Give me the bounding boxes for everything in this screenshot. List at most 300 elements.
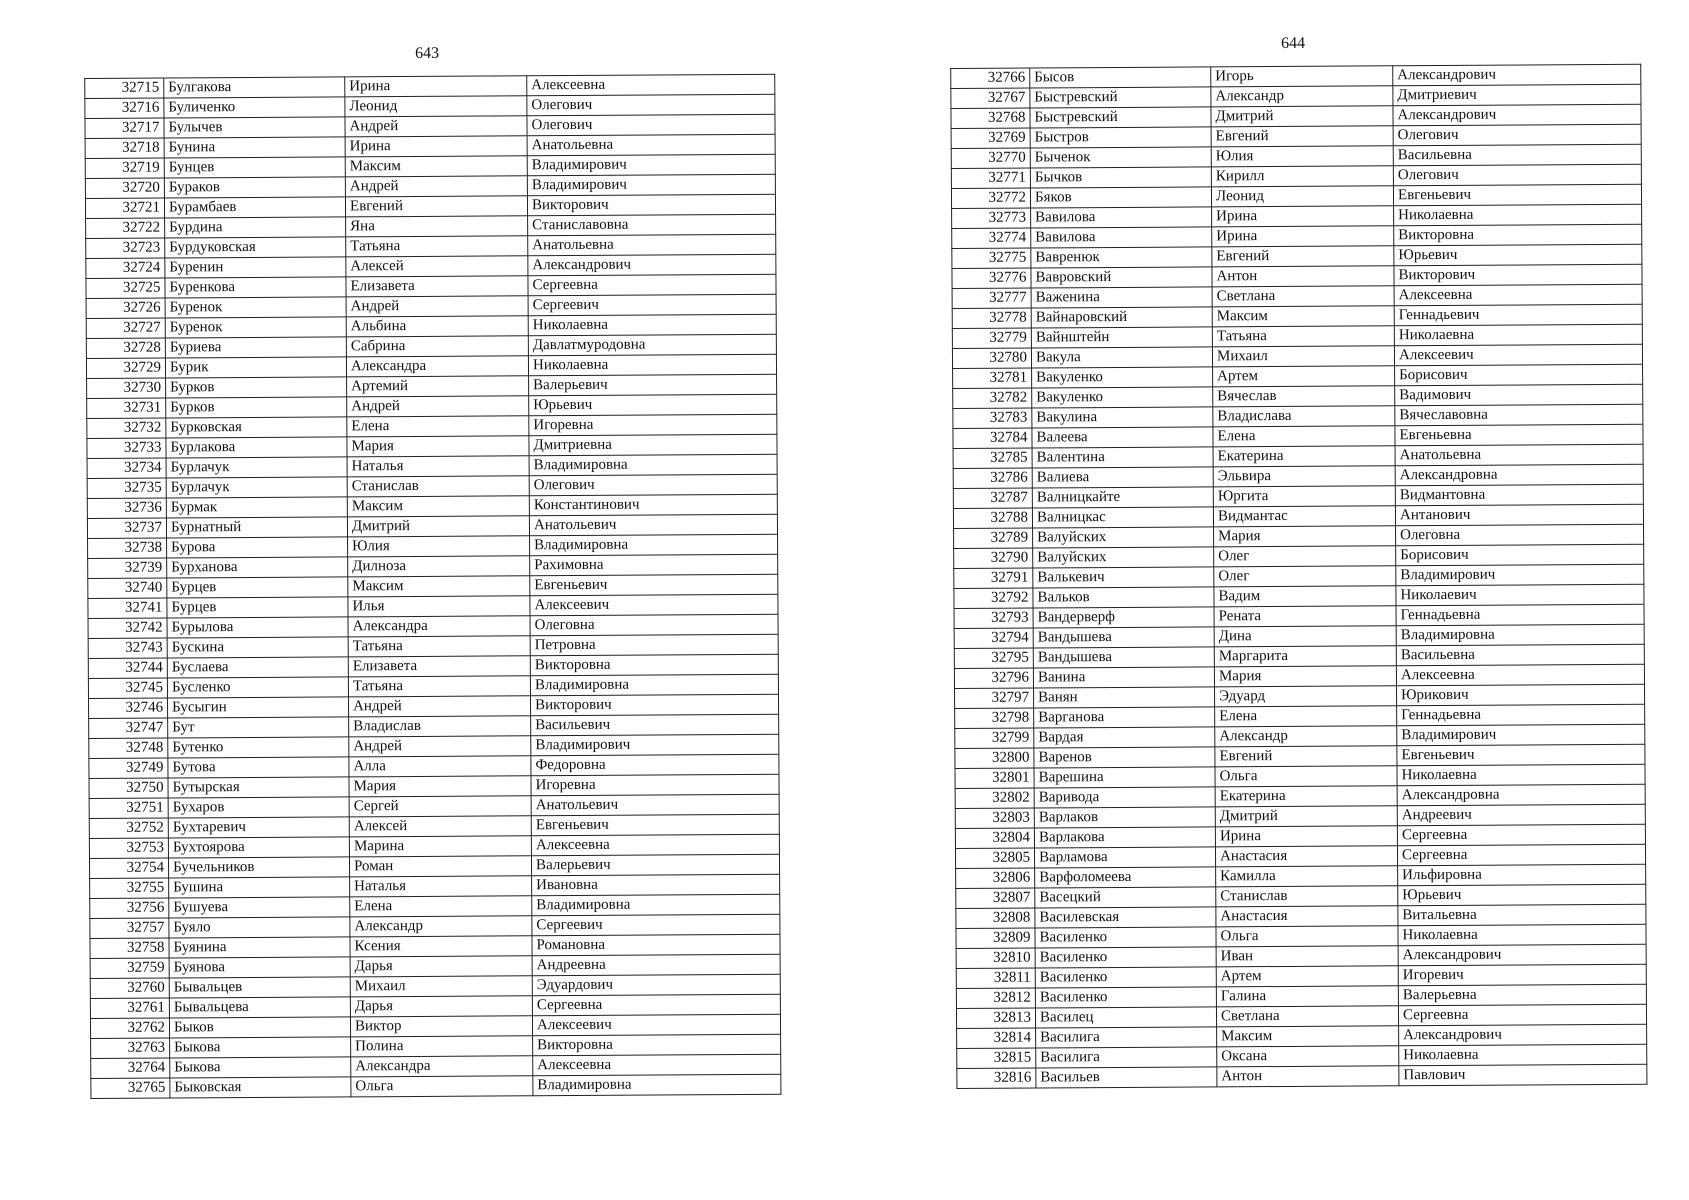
patronymic-cell: Юрикович [1397,684,1645,706]
patronymic-cell: Владимирович [1397,724,1645,746]
first-name-cell: Михаил [1212,346,1394,367]
patronymic-cell: Викторович [531,694,779,716]
first-name-cell: Артем [1213,366,1395,387]
surname-cell: Валеева [1032,427,1213,448]
record-number-cell: 32731 [87,398,166,418]
surname-cell: Булычев [164,117,345,138]
patronymic-cell: Васильевна [1393,144,1641,166]
surname-cell: Важенина [1031,287,1212,308]
record-number-cell: 32790 [954,548,1033,568]
first-name-cell: Екатерина [1213,446,1395,467]
patronymic-cell: Станиславовна [528,214,776,236]
surname-cell: Буяло [169,917,350,938]
surname-cell: Быстревский [1030,87,1211,108]
surname-cell: Бурылова [167,617,348,638]
record-number-cell: 32777 [952,288,1031,308]
record-number-cell: 32806 [956,868,1035,888]
first-name-cell: Ирина [1212,226,1394,247]
record-number-cell: 32758 [90,938,169,958]
first-name-cell: Станислав [1216,886,1398,907]
patronymic-cell: Викторовна [533,1034,781,1056]
patronymic-cell: Андреевна [532,954,780,976]
patronymic-cell: Геннадьевна [1396,604,1644,626]
first-name-cell: Елизавета [346,276,528,297]
patronymic-cell: Валерьевна [1398,984,1646,1006]
record-number-cell: 32783 [953,408,1032,428]
first-name-cell: Галина [1216,986,1398,1007]
record-number-cell: 32766 [951,68,1030,88]
patronymic-cell: Николаевна [528,354,776,376]
surname-cell: Булгакова [164,77,345,98]
first-name-cell: Андрей [349,736,531,757]
surname-cell: Валницкайте [1032,487,1213,508]
patronymic-cell: Олегович [529,474,777,496]
surname-cell: Бураков [164,177,345,198]
record-number-cell: 32750 [89,778,168,798]
surname-cell: Бухтаревич [168,817,349,838]
record-number-cell: 32752 [89,818,168,838]
first-name-cell: Видмантас [1213,506,1395,527]
patronymic-cell: Николаевич [1396,584,1644,606]
table-row [91,1074,781,1098]
first-name-cell: Игорь [1211,66,1393,87]
patronymic-cell: Анатольевич [531,794,779,816]
record-number-cell: 32779 [952,328,1031,348]
surname-cell: Бурков [166,377,347,398]
patronymic-cell: Алексеевна [1394,284,1642,306]
patronymic-cell: Александрович [1399,1024,1647,1046]
patronymic-cell: Валерьевич [531,854,779,876]
surname-cell: Варламова [1034,847,1215,868]
patronymic-cell: Викторович [527,194,775,216]
patronymic-cell: Евгеньевич [531,814,779,836]
surname-cell: Бурцев [167,577,348,598]
first-name-cell: Полина [351,1036,533,1057]
record-number-cell: 32726 [86,298,165,318]
surname-cell: Бутова [168,757,349,778]
patronymic-cell: Александровна [1395,464,1643,486]
surname-cell: Вавилова [1031,227,1212,248]
patronymic-cell: Игоревна [531,774,779,796]
record-number-cell: 32776 [952,268,1031,288]
first-name-cell: Дина [1214,626,1396,647]
record-number-cell: 32719 [85,158,164,178]
first-name-cell: Андрей [345,176,527,197]
surname-cell: Бут [168,717,349,738]
surname-cell: Валькевич [1033,567,1214,588]
surname-cell: Бушуева [169,897,350,918]
first-name-cell: Юлия [348,536,530,557]
record-number-cell: 32809 [956,928,1035,948]
surname-cell: Вайнштейн [1031,327,1212,348]
first-name-cell: Леонид [345,96,527,117]
first-name-cell: Татьяна [348,676,530,697]
first-name-cell: Ксения [350,936,532,957]
first-name-cell: Дарья [350,956,532,977]
first-name-cell: Светлана [1212,286,1394,307]
first-name-cell: Максим [347,496,529,517]
first-name-cell: Марина [349,836,531,857]
first-name-cell: Илья [348,596,530,617]
surname-cell: Васильев [1036,1067,1217,1088]
first-name-cell: Дмитрий [347,516,529,537]
record-number-cell: 32789 [954,528,1033,548]
record-number-cell: 32733 [87,438,166,458]
surname-cell: Бяков [1030,187,1211,208]
record-number-cell: 32765 [91,1078,170,1098]
patronymic-cell: Олеговна [530,614,778,636]
patronymic-cell: Юрьевич [1394,244,1642,266]
surname-cell: Буренок [165,317,346,338]
surname-cell: Вавренюк [1031,247,1212,268]
first-name-cell: Рената [1214,606,1396,627]
first-name-cell: Александра [348,616,530,637]
patronymic-cell: Александрович [1393,104,1641,126]
patronymic-cell: Сергеевна [1398,1004,1646,1026]
patronymic-cell: Давлатмуродовна [528,334,776,356]
record-number-cell: 32801 [955,768,1034,788]
first-name-cell: Екатерина [1215,786,1397,807]
record-number-cell: 32740 [88,578,167,598]
first-name-cell: Владислав [349,716,531,737]
record-number-cell: 32764 [91,1058,170,1078]
patronymic-cell: Евгеньевна [1395,424,1643,446]
record-number-cell: 32785 [953,448,1032,468]
first-name-cell: Юргита [1213,486,1395,507]
first-name-cell: Мария [347,436,529,457]
surname-cell: Быковская [170,1077,351,1098]
surname-cell: Бурлачук [166,477,347,498]
patronymic-cell: Сергеевич [528,294,776,316]
surname-cell: Вайнаровский [1031,307,1212,328]
patronymic-cell: Анатольевич [529,514,777,536]
first-name-cell: Светлана [1216,1006,1398,1027]
first-name-cell: Иван [1216,946,1398,967]
patronymic-cell: Константинович [529,494,777,516]
patronymic-cell: Олегович [527,114,775,136]
surname-cell: Валентина [1032,447,1213,468]
record-number-cell: 32729 [86,358,165,378]
record-number-cell: 32812 [956,988,1035,1008]
record-number-cell: 32763 [91,1038,170,1058]
record-number-cell: 32799 [955,728,1034,748]
record-number-cell: 32723 [86,238,165,258]
record-number-cell: 32792 [954,588,1033,608]
record-number-cell: 32751 [89,798,168,818]
patronymic-cell: Рахимовна [530,554,778,576]
patronymic-cell: Олегович [527,94,775,116]
surname-cell: Бурдуковская [165,237,346,258]
record-number-cell: 32730 [87,378,166,398]
first-name-cell: Андрей [349,696,531,717]
name-table [950,64,1647,1089]
record-number-cell: 32808 [956,908,1035,928]
first-name-cell: Александра [346,356,528,377]
patronymic-cell: Алексеевна [1396,664,1644,686]
patronymic-cell: Ильфировна [1398,864,1646,886]
patronymic-cell: Федоровна [531,754,779,776]
first-name-cell: Татьяна [1212,326,1394,347]
first-name-cell: Евгений [345,196,527,217]
patronymic-cell: Борисович [1395,364,1643,386]
record-number-cell: 32720 [85,178,164,198]
patronymic-cell: Олегович [1393,164,1641,186]
patronymic-cell: Васильевич [531,714,779,736]
record-number-cell: 32718 [85,138,164,158]
record-number-cell: 32745 [88,678,167,698]
surname-cell: Быстров [1030,127,1211,148]
patronymic-cell: Владимировна [530,674,778,696]
first-name-cell: Ольга [351,1076,533,1097]
surname-cell: Бутенко [168,737,349,758]
first-name-cell: Мария [1214,526,1396,547]
first-name-cell: Ирина [345,136,527,157]
surname-cell: Варфоломеева [1035,867,1216,888]
surname-cell: Валиева [1032,467,1213,488]
record-number-cell: 32746 [89,698,168,718]
record-number-cell: 32816 [957,1068,1036,1088]
surname-cell: Варенов [1034,747,1215,768]
first-name-cell: Олег [1214,546,1396,567]
first-name-cell: Оксана [1217,1046,1399,1067]
record-number-cell: 32717 [85,118,164,138]
record-number-cell: 32753 [89,838,168,858]
record-number-cell: 32761 [90,998,169,1018]
record-number-cell: 32774 [952,228,1031,248]
patronymic-cell: Алексеевич [1394,344,1642,366]
first-name-cell: Ирина [1215,826,1397,847]
patronymic-cell: Сергеевна [532,994,780,1016]
record-number-cell: 32757 [90,918,169,938]
record-number-cell: 32811 [956,968,1035,988]
surname-cell: Бутырская [168,777,349,798]
patronymic-cell: Сергеевна [528,274,776,296]
patronymic-cell: Вячеславовна [1395,404,1643,426]
patronymic-cell: Владимировна [533,1074,781,1096]
first-name-cell: Андрей [345,116,527,137]
first-name-cell: Мария [349,776,531,797]
first-name-cell: Антон [1212,266,1394,287]
patronymic-cell: Евгеньевич [1397,744,1645,766]
surname-cell: Бушина [169,877,350,898]
patronymic-cell: Владимировна [529,454,777,476]
surname-cell: Буличенко [164,97,345,118]
patronymic-cell: Андреевич [1397,804,1645,826]
record-number-cell: 32744 [88,658,167,678]
patronymic-cell: Сергеевна [1397,844,1645,866]
surname-cell: Вавровский [1031,267,1212,288]
first-name-cell: Кирилл [1211,166,1393,187]
first-name-cell: Дмитрий [1211,106,1393,127]
record-number-cell: 32807 [956,888,1035,908]
first-name-cell: Наталья [347,456,529,477]
patronymic-cell: Викторович [1394,264,1642,286]
first-name-cell: Михаил [350,976,532,997]
first-name-cell: Максим [345,156,527,177]
patronymic-cell: Владимировна [530,534,778,556]
first-name-cell: Максим [1212,306,1394,327]
first-name-cell: Дарья [350,996,532,1017]
first-name-cell: Артем [1216,966,1398,987]
record-number-cell: 32815 [957,1048,1036,1068]
surname-cell: Быченок [1030,147,1211,168]
surname-cell: Вакулина [1032,407,1213,428]
patronymic-cell: Владимирович [1396,564,1644,586]
surname-cell: Василевская [1035,907,1216,928]
surname-cell: Буслаева [167,657,348,678]
surname-cell: Вардая [1034,727,1215,748]
patronymic-cell: Олеговна [1396,524,1644,546]
record-number-cell: 32775 [952,248,1031,268]
surname-cell: Вакула [1031,347,1212,368]
first-name-cell: Татьяна [348,636,530,657]
first-name-cell: Максим [1217,1026,1399,1047]
first-name-cell: Евгений [1211,126,1393,147]
surname-cell: Валницкас [1032,507,1213,528]
surname-cell: Василенко [1035,967,1216,988]
first-name-cell: Максим [348,576,530,597]
record-number-cell: 32754 [89,858,168,878]
surname-cell: Вандерверф [1033,607,1214,628]
surname-cell: Буренок [165,297,346,318]
surname-cell: Бывальцева [169,997,350,1018]
surname-cell: Бурова [167,537,348,558]
first-name-cell: Елизавета [348,656,530,677]
record-number-cell: 32738 [88,538,167,558]
patronymic-cell: Владимировна [1396,624,1644,646]
surname-cell: Варлакова [1034,827,1215,848]
first-name-cell: Елена [350,896,532,917]
patronymic-cell: Алексеевна [533,1054,781,1076]
record-number-cell: 32769 [951,128,1030,148]
record-number-cell: 32786 [953,468,1032,488]
surname-cell: Буренкова [165,277,346,298]
record-number-cell: 32794 [954,628,1033,648]
first-name-cell: Наталья [350,876,532,897]
first-name-cell: Ирина [345,76,527,97]
first-name-cell: Алексей [346,256,528,277]
patronymic-cell: Сергеевна [1397,824,1645,846]
surname-cell: Бурик [165,357,346,378]
surname-cell: Бысов [1030,67,1211,88]
record-number-cell: 32787 [953,488,1032,508]
first-name-cell: Ольга [1216,926,1398,947]
record-number-cell: 32795 [954,648,1033,668]
surname-cell: Валуйских [1033,527,1214,548]
patronymic-cell: Владимирович [527,154,775,176]
record-number-cell: 32770 [951,148,1030,168]
surname-cell: Валуйских [1033,547,1214,568]
patronymic-cell: Евгеньевич [530,574,778,596]
patronymic-cell: Игоревич [1398,964,1646,986]
surname-cell: Буянова [169,957,350,978]
patronymic-cell: Эдуардович [532,974,780,996]
record-number-cell: 32800 [955,748,1034,768]
surname-cell: Бывальцев [169,977,350,998]
first-name-cell: Андрей [347,396,529,417]
record-number-cell: 32743 [88,638,167,658]
surname-cell: Васецкий [1035,887,1216,908]
patronymic-cell: Антанович [1395,504,1643,526]
patronymic-cell: Александрович [1398,944,1646,966]
record-number-cell: 32742 [88,618,167,638]
surname-cell: Бурцев [167,597,348,618]
surname-cell: Ванина [1033,667,1214,688]
record-number-cell: 32781 [953,368,1032,388]
record-number-cell: 32727 [86,318,165,338]
record-number-cell: 32756 [90,898,169,918]
patronymic-cell: Сергеевич [532,914,780,936]
patronymic-cell: Анатольевна [528,234,776,256]
patronymic-cell: Николаевна [1397,764,1645,786]
first-name-cell: Леонид [1211,186,1393,207]
patronymic-cell: Анатольевна [527,134,775,156]
record-number-cell: 32762 [90,1018,169,1038]
surname-cell: Василига [1036,1047,1217,1068]
record-number-cell: 32803 [955,808,1034,828]
record-number-cell: 32728 [86,338,165,358]
record-number-cell: 32778 [952,308,1031,328]
patronymic-cell: Геннадьевич [1394,304,1642,326]
first-name-cell: Артемий [347,376,529,397]
first-name-cell: Александр [1211,86,1393,107]
patronymic-cell: Игоревна [529,414,777,436]
first-name-cell: Станислав [347,476,529,497]
record-number-cell: 32797 [955,688,1034,708]
record-number-cell: 32780 [952,348,1031,368]
first-name-cell: Елена [1213,426,1395,447]
first-name-cell: Ольга [1215,766,1397,787]
record-number-cell: 32715 [85,78,164,98]
record-number-cell: 32760 [90,978,169,998]
patronymic-cell: Дмитриевна [529,434,777,456]
first-name-cell: Анастасия [1216,906,1398,927]
record-number-cell: 32759 [90,958,169,978]
first-name-cell: Камилла [1216,866,1398,887]
patronymic-cell: Алексеевич [532,1014,780,1036]
record-number-cell: 32724 [86,258,165,278]
first-name-cell: Евгений [1212,246,1394,267]
first-name-cell: Роман [349,856,531,877]
patronymic-cell: Алексеевна [531,834,779,856]
record-number-cell: 32732 [87,418,166,438]
patronymic-cell: Романовна [532,934,780,956]
first-name-cell: Ирина [1212,206,1394,227]
surname-cell: Буянина [169,937,350,958]
surname-cell: Бурханова [167,557,348,578]
surname-cell: Бурлакова [166,437,347,458]
first-name-cell: Виктор [350,1016,532,1037]
record-number-cell: 32804 [955,828,1034,848]
surname-cell: Василига [1036,1027,1217,1048]
surname-cell: Вандышева [1033,647,1214,668]
record-number-cell: 32736 [87,498,166,518]
first-name-cell: Антон [1217,1066,1399,1087]
surname-cell: Варивода [1034,787,1215,808]
patronymic-cell: Владимировна [532,894,780,916]
surname-cell: Бускина [167,637,348,658]
surname-cell: Быкова [170,1057,351,1078]
first-name-cell: Дилноза [348,556,530,577]
surname-cell: Бухтоярова [168,837,349,858]
first-name-cell: Алексей [349,816,531,837]
surname-cell: Бурков [166,397,347,418]
first-name-cell: Владислава [1213,406,1395,427]
record-number-cell: 32737 [87,518,166,538]
patronymic-cell: Александрович [1393,64,1641,86]
record-number-cell: 32813 [956,1008,1035,1028]
first-name-cell: Татьяна [346,236,528,257]
